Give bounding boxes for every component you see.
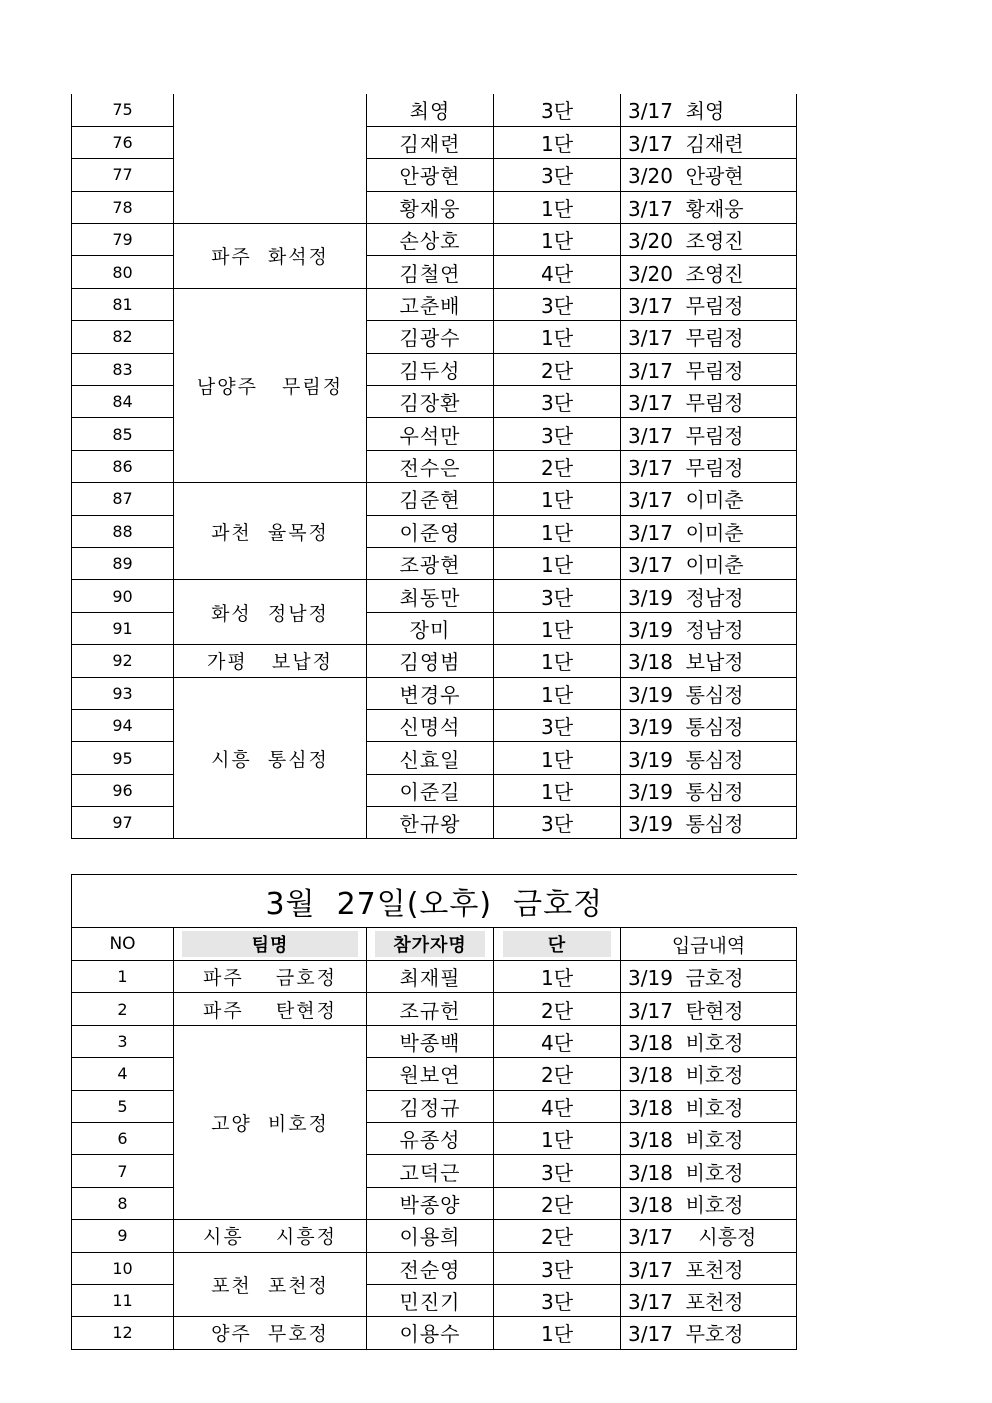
header-no: NO [72, 928, 174, 961]
header-team [174, 928, 367, 961]
dan-rank: 1단 [494, 645, 621, 677]
payment-info: 3/18 보납정 [621, 645, 797, 677]
table-row [72, 580, 797, 612]
participants-table-geumhojeong [71, 874, 797, 1350]
participant-name: 민진기 [367, 1284, 494, 1316]
header-row [72, 928, 797, 961]
team-name: 파주 탄현정 [174, 993, 367, 1025]
row-no: 4 [72, 1058, 174, 1090]
dan-rank: 1단 [494, 547, 621, 579]
dan-rank: 3단 [494, 1155, 621, 1187]
payment-info: 3/17 이미춘 [621, 515, 797, 547]
team-name: 파주 화석정 [174, 224, 367, 289]
dan-rank: 3단 [494, 159, 621, 191]
participant-name: 전수은 [367, 450, 494, 482]
payment-info: 3/19 정남정 [621, 580, 797, 612]
dan-rank: 1단 [494, 321, 621, 353]
payment-info: 3/20 조영진 [621, 224, 797, 256]
participant-name: 안광현 [367, 159, 494, 191]
team-name: 시흥 시흥정 [174, 1220, 367, 1252]
dan-rank: 2단 [494, 993, 621, 1025]
header-name [367, 928, 494, 961]
participant-name: 황재웅 [367, 191, 494, 223]
participant-name: 최영 [367, 94, 494, 126]
participant-name: 김재련 [367, 126, 494, 158]
payment-info: 3/17 포천정 [621, 1252, 797, 1284]
table-row [72, 224, 797, 256]
payment-info: 3/17 무림정 [621, 321, 797, 353]
dan-rank: 3단 [494, 580, 621, 612]
participant-name: 조규헌 [367, 993, 494, 1025]
participant-name: 우석만 [367, 418, 494, 450]
participant-name: 유종성 [367, 1122, 494, 1154]
dan-rank: 1단 [494, 612, 621, 644]
row-no: 75 [72, 94, 174, 126]
participant-name: 김정규 [367, 1090, 494, 1122]
dan-rank: 3단 [494, 709, 621, 741]
dan-rank: 4단 [494, 256, 621, 288]
row-no: 81 [72, 288, 174, 320]
dan-rank: 1단 [494, 224, 621, 256]
participant-name: 이용수 [367, 1317, 494, 1349]
row-no: 1 [72, 961, 174, 993]
dan-rank: 1단 [494, 191, 621, 223]
row-no: 88 [72, 515, 174, 547]
row-no: 10 [72, 1252, 174, 1284]
table-row [72, 677, 797, 709]
participant-name: 전순영 [367, 1252, 494, 1284]
row-no: 87 [72, 483, 174, 515]
payment-info: 3/17 무림정 [621, 450, 797, 482]
team-name: 고양 비호정 [174, 1025, 367, 1219]
row-no: 5 [72, 1090, 174, 1122]
dan-rank: 3단 [494, 288, 621, 320]
payment-info: 3/17 이미춘 [621, 483, 797, 515]
participant-name: 손상호 [367, 224, 494, 256]
dan-rank: 1단 [494, 961, 621, 993]
participant-name: 박종백 [367, 1025, 494, 1057]
payment-info: 3/17 무림정 [621, 418, 797, 450]
row-no: 85 [72, 418, 174, 450]
payment-info: 3/19 통심정 [621, 774, 797, 806]
participant-name: 신효일 [367, 742, 494, 774]
dan-rank: 2단 [494, 1187, 621, 1219]
table-row [72, 483, 797, 515]
row-no: 79 [72, 224, 174, 256]
row-no: 80 [72, 256, 174, 288]
team-name: 남양주 무림정 [174, 288, 367, 482]
dan-rank: 1단 [494, 1122, 621, 1154]
section-title: 3월 27일(오후) 금호정 [72, 875, 797, 928]
row-no: 11 [72, 1284, 174, 1316]
payment-info: 3/18 비호정 [621, 1187, 797, 1219]
dan-rank: 2단 [494, 450, 621, 482]
table-row [72, 1252, 797, 1284]
payment-info: 3/18 비호정 [621, 1090, 797, 1122]
table-row [72, 1025, 797, 1057]
row-no: 96 [72, 774, 174, 806]
dan-rank: 3단 [494, 418, 621, 450]
payment-info: 3/18 비호정 [621, 1155, 797, 1187]
row-no: 90 [72, 580, 174, 612]
participant-name: 조광현 [367, 547, 494, 579]
payment-info: 3/19 금호정 [621, 961, 797, 993]
participant-name: 김영범 [367, 645, 494, 677]
payment-info: 3/17 최영 [621, 94, 797, 126]
row-no: 8 [72, 1187, 174, 1219]
participant-name: 최동만 [367, 580, 494, 612]
header-team-label: 팀명 [182, 931, 358, 957]
participant-name: 이준길 [367, 774, 494, 806]
payment-info: 3/17 탄현정 [621, 993, 797, 1025]
dan-rank: 3단 [494, 94, 621, 126]
participant-name: 고춘배 [367, 288, 494, 320]
row-no: 2 [72, 993, 174, 1025]
participant-name: 김철연 [367, 256, 494, 288]
row-no: 92 [72, 645, 174, 677]
header-payment: 입금내역 [621, 928, 797, 961]
participant-name: 박종양 [367, 1187, 494, 1219]
participant-name: 김장환 [367, 386, 494, 418]
dan-rank: 3단 [494, 1252, 621, 1284]
dan-rank: 1단 [494, 774, 621, 806]
team-name: 과천 율목정 [174, 483, 367, 580]
table-row [72, 645, 797, 677]
team-name: 포천 포천정 [174, 1252, 367, 1317]
payment-info: 3/17 황재웅 [621, 191, 797, 223]
payment-info: 3/17 이미춘 [621, 547, 797, 579]
dan-rank: 2단 [494, 1220, 621, 1252]
payment-info: 3/18 비호정 [621, 1025, 797, 1057]
dan-rank: 3단 [494, 386, 621, 418]
payment-info: 3/17 무림정 [621, 288, 797, 320]
row-no: 77 [72, 159, 174, 191]
row-no: 86 [72, 450, 174, 482]
row-no: 12 [72, 1317, 174, 1349]
dan-rank: 1단 [494, 677, 621, 709]
participant-name: 고덕근 [367, 1155, 494, 1187]
row-no: 6 [72, 1122, 174, 1154]
row-no: 97 [72, 807, 174, 839]
row-no: 76 [72, 126, 174, 158]
header-dan [494, 928, 621, 961]
row-no: 83 [72, 353, 174, 385]
participant-name: 신명석 [367, 709, 494, 741]
payment-info: 3/17 무림정 [621, 353, 797, 385]
table-row [72, 1220, 797, 1252]
row-no: 78 [72, 191, 174, 223]
row-no: 94 [72, 709, 174, 741]
participant-name: 변경우 [367, 677, 494, 709]
dan-rank: 3단 [494, 1284, 621, 1316]
participant-name: 이준영 [367, 515, 494, 547]
table-row [72, 993, 797, 1025]
team-name: 가평 보납정 [174, 645, 367, 677]
payment-info: 3/17 포천정 [621, 1284, 797, 1316]
payment-info: 3/20 안광현 [621, 159, 797, 191]
participant-name: 한규왕 [367, 807, 494, 839]
row-no: 91 [72, 612, 174, 644]
dan-rank: 2단 [494, 353, 621, 385]
dan-rank: 1단 [494, 742, 621, 774]
row-no: 84 [72, 386, 174, 418]
table-row [72, 288, 797, 320]
payment-info: 3/17 무호정 [621, 1317, 797, 1349]
row-no: 9 [72, 1220, 174, 1252]
team-name: 파주 금호정 [174, 961, 367, 993]
participants-table-continued [71, 94, 797, 839]
participant-name: 원보연 [367, 1058, 494, 1090]
team-name [174, 94, 367, 224]
payment-info: 3/18 비호정 [621, 1058, 797, 1090]
payment-info: 3/17 무림정 [621, 386, 797, 418]
row-no: 3 [72, 1025, 174, 1057]
payment-info: 3/19 통심정 [621, 677, 797, 709]
row-no: 7 [72, 1155, 174, 1187]
dan-rank: 1단 [494, 483, 621, 515]
payment-info: 3/19 정남정 [621, 612, 797, 644]
team-name: 시흥 통심정 [174, 677, 367, 839]
payment-info: 3/19 통심정 [621, 807, 797, 839]
payment-info: 3/17 김재련 [621, 126, 797, 158]
dan-rank: 4단 [494, 1090, 621, 1122]
team-name: 화성 정남정 [174, 580, 367, 645]
payment-info: 3/19 통심정 [621, 742, 797, 774]
dan-rank: 1단 [494, 126, 621, 158]
header-dan-label: 단 [503, 931, 611, 957]
row-no: 82 [72, 321, 174, 353]
participant-name: 김두성 [367, 353, 494, 385]
row-no: 93 [72, 677, 174, 709]
dan-rank: 2단 [494, 1058, 621, 1090]
row-no: 89 [72, 547, 174, 579]
participant-name: 최재필 [367, 961, 494, 993]
participant-name: 이용희 [367, 1220, 494, 1252]
participant-name: 김준현 [367, 483, 494, 515]
dan-rank: 1단 [494, 1317, 621, 1349]
payment-info: 3/17 시흥정 [621, 1220, 797, 1252]
table-row [72, 1317, 797, 1349]
dan-rank: 4단 [494, 1025, 621, 1057]
payment-info: 3/20 조영진 [621, 256, 797, 288]
table-row [72, 94, 797, 126]
payment-info: 3/18 비호정 [621, 1122, 797, 1154]
dan-rank: 1단 [494, 515, 621, 547]
dan-rank: 3단 [494, 807, 621, 839]
payment-info: 3/19 통심정 [621, 709, 797, 741]
participant-name: 장미 [367, 612, 494, 644]
header-name-label: 참가자명 [375, 931, 485, 957]
table-row [72, 961, 797, 993]
participant-name: 김광수 [367, 321, 494, 353]
team-name: 양주 무호정 [174, 1317, 367, 1349]
row-no: 95 [72, 742, 174, 774]
